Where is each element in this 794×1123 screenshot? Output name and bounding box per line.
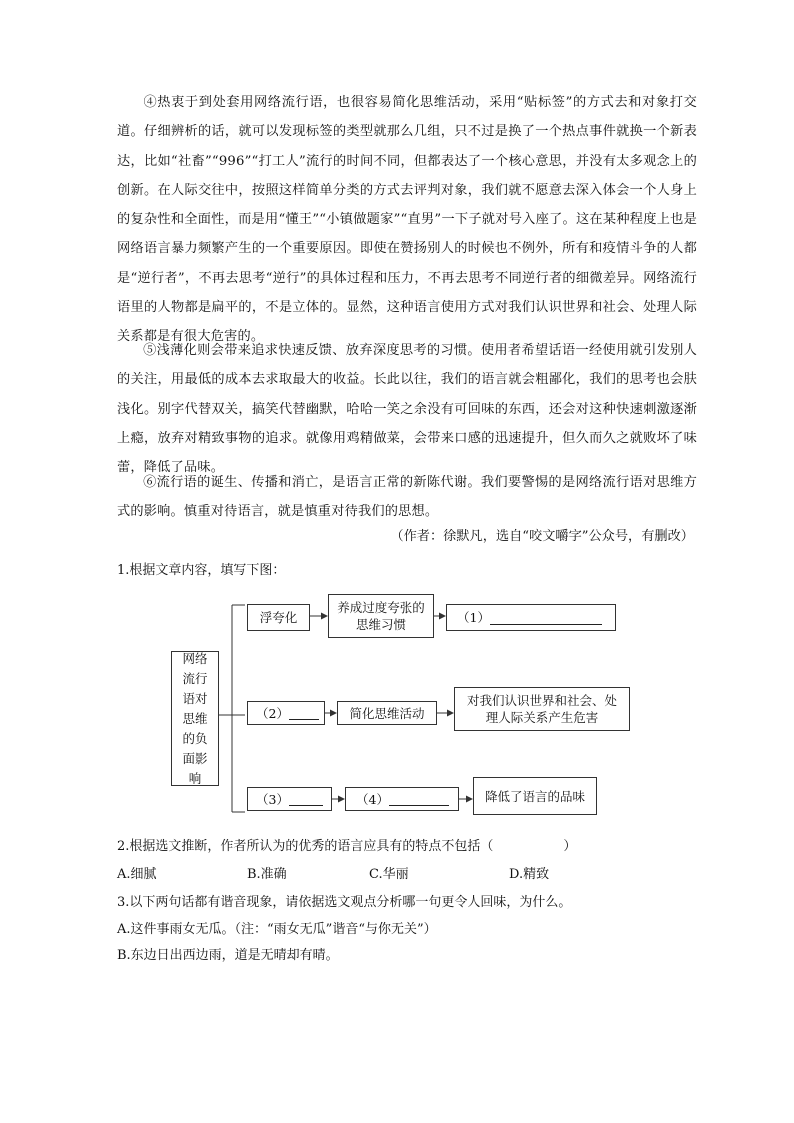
root-node: 网络流行语对思维的负面影响 bbox=[171, 651, 219, 786]
paragraph-6: ⑥流行语的诞生、传播和消亡，是语言正常的新陈代谢。我们要警惕的是网络流行语对思维方式的影响。慎重对待语言，就是慎重对待我们的思想。 bbox=[117, 475, 697, 520]
paragraph-4: ④热衷于到处套用网络流行语，也很容易简化思维活动，采用“贴标签”的方式去和对象打交道。仔细辨析的话，就可以发现标签的类型就那么几组，只不过是换了一个热点事件就换一个新表达，比如“社畜”“996”“打工人”流行的时间不同，但都表达了一个核心意思，并没有太多观念上的创新。在人际交往中，按照这样简单分类的方式去评判对象，我们就不愿意去深入体会一个人身上的复杂性和全面性，而是用“懂王”“小镇做题家”“直男”一下子就对号入座了。这在某种程度上也是网络语言暴力频繁产生的一个重要原因。即使在赞扬别人的时候也不例外，所有和疫情斗争的人都是“逆行者”，不再去思考“逆行”的具体过程和压力，不再去思考不同逆行者的细微差异。网络流行语里的人物都是扁平的，不是立体的。显然，这种语言使用方式对我们认识世界和社会、处理人际关系都是有很大危害的。 bbox=[117, 95, 697, 345]
node-row1-b: 养成过度夸张的思维习惯 bbox=[328, 594, 434, 638]
node-row1-c: （1） bbox=[446, 604, 616, 631]
node-row2-b: 简化思维活动 bbox=[337, 701, 437, 725]
paragraph-5: ⑤浅薄化则会带来追求快速反馈、放弃深度思考的习惯。使用者希望话语一经使用就引发别人的关注，用最低的成本去求取最大的收益。长此以往，我们的语言就会粗鄙化，我们的思考也会肤浅化。别字代替双关，搞笑代替幽默，哈哈一笑之余没有可回味的东西，还会对这种快速刺激逐渐上瘾，放弃对精致事物的追求。就像用鸡精做菜，会带来口感的迅速提升，但久而久之就败坏了味蕾，降低了品味。 bbox=[117, 343, 697, 476]
option-d[interactable]: D.精致 bbox=[509, 867, 550, 882]
node-row2-a: （2） bbox=[247, 701, 325, 725]
node-row3-b: （4） bbox=[345, 787, 459, 811]
answer-blank-2[interactable] bbox=[289, 706, 319, 720]
node-row3-a: （3） bbox=[247, 787, 332, 811]
question-3: 3.以下两句话都有谐音现象，请依据选文观点分析哪一句更令人回味，为什么。 bbox=[117, 895, 572, 910]
question-3-sentence-a: A.这件事雨女无瓜。（注：“雨女无瓜”谐音“与你无关”） bbox=[117, 922, 437, 937]
option-c[interactable]: C.华丽 bbox=[369, 867, 409, 882]
option-b[interactable]: B.准确 bbox=[247, 867, 287, 882]
question-1: 1.根据文章内容，填写下图： bbox=[117, 563, 286, 578]
attribution: （作者：徐默凡，选自“咬文嚼字”公众号，有删改） bbox=[390, 529, 694, 544]
question-2: 2.根据选文推断，作者所认为的优秀的语言应具有的特点不包括（ ） bbox=[117, 839, 577, 854]
node-row1-a: 浮夸化 bbox=[247, 604, 310, 631]
answer-blank-1[interactable] bbox=[490, 611, 602, 625]
node-row3-c: 降低了语言的品味 bbox=[473, 777, 597, 815]
node-row2-c: 对我们认识世界和社会、处理人际关系产生危害 bbox=[454, 687, 630, 731]
answer-blank-4[interactable] bbox=[389, 792, 449, 806]
answer-blank-3[interactable] bbox=[289, 792, 323, 806]
option-a[interactable]: A.细腻 bbox=[117, 867, 157, 882]
question-3-sentence-b: B.东边日出西边雨，道是无晴却有晴。 bbox=[117, 948, 339, 963]
